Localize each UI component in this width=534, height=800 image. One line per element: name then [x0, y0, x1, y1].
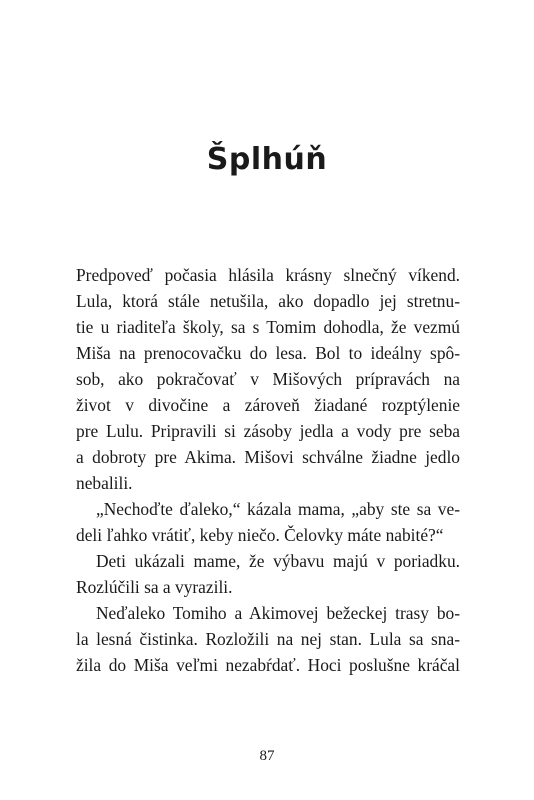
- text-line: „Nechoďte ďaleko,“ kázala mama, „aby ste sa ve-: [96, 499, 460, 519]
- chapter-title: Šplhúň: [206, 142, 328, 177]
- text-line: Rozlúčili sa a vyrazili.: [76, 577, 233, 597]
- page-number: 87: [259, 748, 275, 764]
- paragraph: [76, 496, 460, 548]
- text-line: život v divočine a zároveň žiadané rozptýlenie: [76, 395, 460, 415]
- text-line: žila do Miša veľmi nezabŕdať. Hoci poslušne kráčal: [76, 655, 460, 675]
- paragraph: [76, 262, 460, 496]
- body-text: [76, 262, 460, 678]
- text-line: deli ľahko vrátiť, keby niečo. Čelovky máte nabité?“: [76, 525, 444, 545]
- text-line: pre Lulu. Pripravili si zásoby jedla a vody pre seba: [76, 421, 460, 441]
- paragraph: [76, 600, 460, 678]
- text-line: Neďaleko Tomiho a Akimovej bežeckej trasy bo-: [96, 603, 460, 623]
- text-line: a dobroty pre Akima. Mišovi schválne žiadne jedlo: [76, 447, 460, 467]
- text-line: nebalili.: [76, 473, 133, 493]
- text-line: Miša na prenocovačku do lesa. Bol to ideálny spô-: [76, 343, 460, 363]
- text-line: Lula, ktorá stále netušila, ako dopadlo jej stretnu-: [76, 291, 460, 311]
- text-line: la lesná čistinka. Rozložili na nej stan. Lula sa sna-: [76, 629, 460, 649]
- paragraph: [76, 548, 460, 600]
- text-line: Deti ukázali mame, že výbavu majú v poriadku.: [96, 551, 460, 571]
- text-line: tie u riaditeľa školy, sa s Tomim dohodla, že vezmú: [76, 317, 460, 337]
- text-line: Predpoveď počasia hlásila krásny slnečný víkend.: [76, 265, 460, 285]
- text-line: sob, ako pokračovať v Mišových prípravách na: [76, 369, 460, 389]
